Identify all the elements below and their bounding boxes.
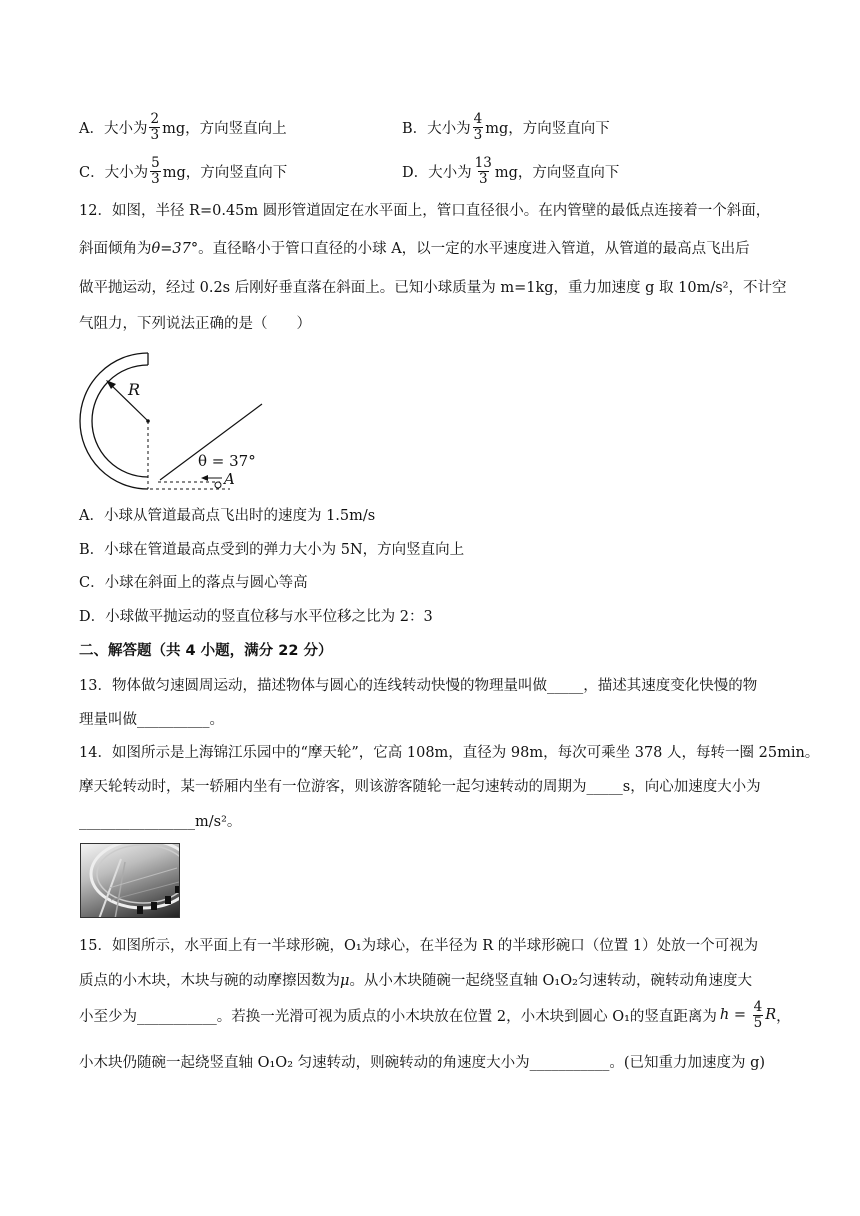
velocity-arrowhead (201, 475, 208, 481)
q12-line-2-end: 。直径略小于管口直径的小球 A，以一定的水平速度进入管道，从管道的最高点飞出后 (198, 241, 750, 257)
fraction (149, 112, 160, 143)
numerator: 13 (474, 154, 492, 171)
q11-option-a (79, 107, 287, 147)
q15-line-3 (79, 995, 791, 1035)
option-suffix: mg，方向竖直向上 (162, 120, 287, 137)
theta-expression: θ=37° (151, 241, 199, 257)
option-suffix: mg，方向竖直向下 (485, 120, 610, 137)
q12-line-2 (79, 239, 750, 259)
angle-label: θ = 37° (198, 452, 256, 470)
denominator: 3 (150, 126, 160, 143)
denominator: 3 (478, 170, 488, 187)
fraction (473, 112, 484, 143)
outer-pipe-arc (80, 353, 148, 489)
ball (215, 482, 221, 488)
numerator: 2 (150, 110, 160, 127)
q14-line-2: 摩天轮转动时，某一轿厢内坐有一位游客，则该游客随轮一起匀速转动的周期为_____s，向心加速度大小为 (79, 779, 761, 795)
option-prefix: B．大小为 (402, 120, 471, 137)
equals-sign: = (729, 1007, 751, 1023)
q15-line-2-start: 质点的小木块，木块与碗的动摩擦因数为 (79, 973, 340, 989)
option-prefix: D．大小为 (402, 164, 472, 181)
q15-line-4: 小木块仍随碗一起绕竖直轴 O₁O₂ 匀速转动，则碗转动的角速度大小为___________。(已知重力加速度为 g) (79, 1055, 766, 1071)
fraction (753, 1000, 764, 1031)
h-variable: h (719, 1007, 730, 1023)
q12-line-2-start: 斜面倾角为 (79, 241, 152, 257)
radius-label: R (128, 380, 141, 399)
q15-line-3-start: 小至少为___________。若换一光滑可视为质点的小木块放在位置 2，小木块到圆心 O₁的竖直距离为 (79, 1008, 717, 1025)
fraction (474, 156, 493, 187)
option-prefix: C．大小为 (79, 164, 149, 181)
q15-line-1: 15．如图所示，水平面上有一半球形碗，O₁为球心，在半径为 R 的半球形碗口（位置 1）处放一个可视为 (79, 938, 759, 954)
q12-option-c: C．小球在斜面上的落点与圆心等高 (79, 575, 308, 591)
q12-option-d: D．小球做平抛运动的竖直位移与水平位移之比为 2：3 (79, 609, 433, 625)
option-suffix: mg，方向竖直向下 (162, 164, 288, 181)
denominator: 3 (473, 126, 483, 143)
q12-line-1: 12．如图，半径 R=0.45m 圆形管道固定在水平面上，管口直径很小。在内管壁的最低点连接着一个斜面， (79, 203, 771, 219)
q11-option-b (402, 107, 610, 147)
q11-option-d (402, 151, 619, 191)
q14-line-1: 14．如图所示是上海锦江乐园中的“摩天轮”，它高 108m，直径为 98m，每次可乘坐 378 人，每转一圈 25min。 (79, 745, 820, 761)
q14-line-3: ________________m/s²。 (79, 814, 242, 830)
q12-figure (70, 345, 290, 495)
q11-option-c (79, 151, 287, 191)
numerator: 4 (753, 998, 763, 1015)
ferris-wheel-icon (81, 844, 180, 918)
option-suffix: mg，方向竖直向下 (494, 164, 620, 181)
q13-line-2: 理量叫做__________。 (79, 712, 224, 728)
q13-line-1: 13．物体做匀速圆周运动，描述物体与圆心的连线转动快慢的物理量叫做_____，描述其速度变化快慢的物 (79, 678, 758, 694)
option-prefix: A．大小为 (79, 120, 148, 137)
q15-line-3-end: ， (776, 1008, 791, 1025)
section-heading: 二、解答题（共 4 小题，满分 22 分） (79, 643, 333, 659)
q12-option-b: B．小球在管道最高点受到的弹力大小为 5N，方向竖直向上 (79, 542, 465, 558)
q12-option-a: A．小球从管道最高点飞出时的速度为 1.5m/s (79, 508, 376, 524)
denominator: 5 (753, 1014, 763, 1031)
numerator: 4 (473, 110, 483, 127)
fraction (150, 156, 161, 187)
numerator: 5 (151, 154, 160, 171)
denominator: 3 (151, 170, 160, 187)
r-variable: R (765, 1007, 777, 1023)
mu-symbol: μ (340, 973, 350, 989)
q15-line-2 (79, 971, 752, 991)
q15-line-2-end: 。从小木块随碗一起绕竖直轴 O₁O₂匀速转动，碗转动角速度大 (349, 973, 752, 989)
q12-line-4: 气阻力，下列说法正确的是（ ） (79, 316, 311, 332)
q12-line-3: 做平抛运动，经过 0.2s 后刚好垂直落在斜面上。已知小球质量为 m=1kg，重力加速度 g 取 10m/s²，不计空 (79, 280, 787, 296)
ferris-wheel-photo (80, 843, 180, 918)
ball-label: A (224, 470, 235, 488)
